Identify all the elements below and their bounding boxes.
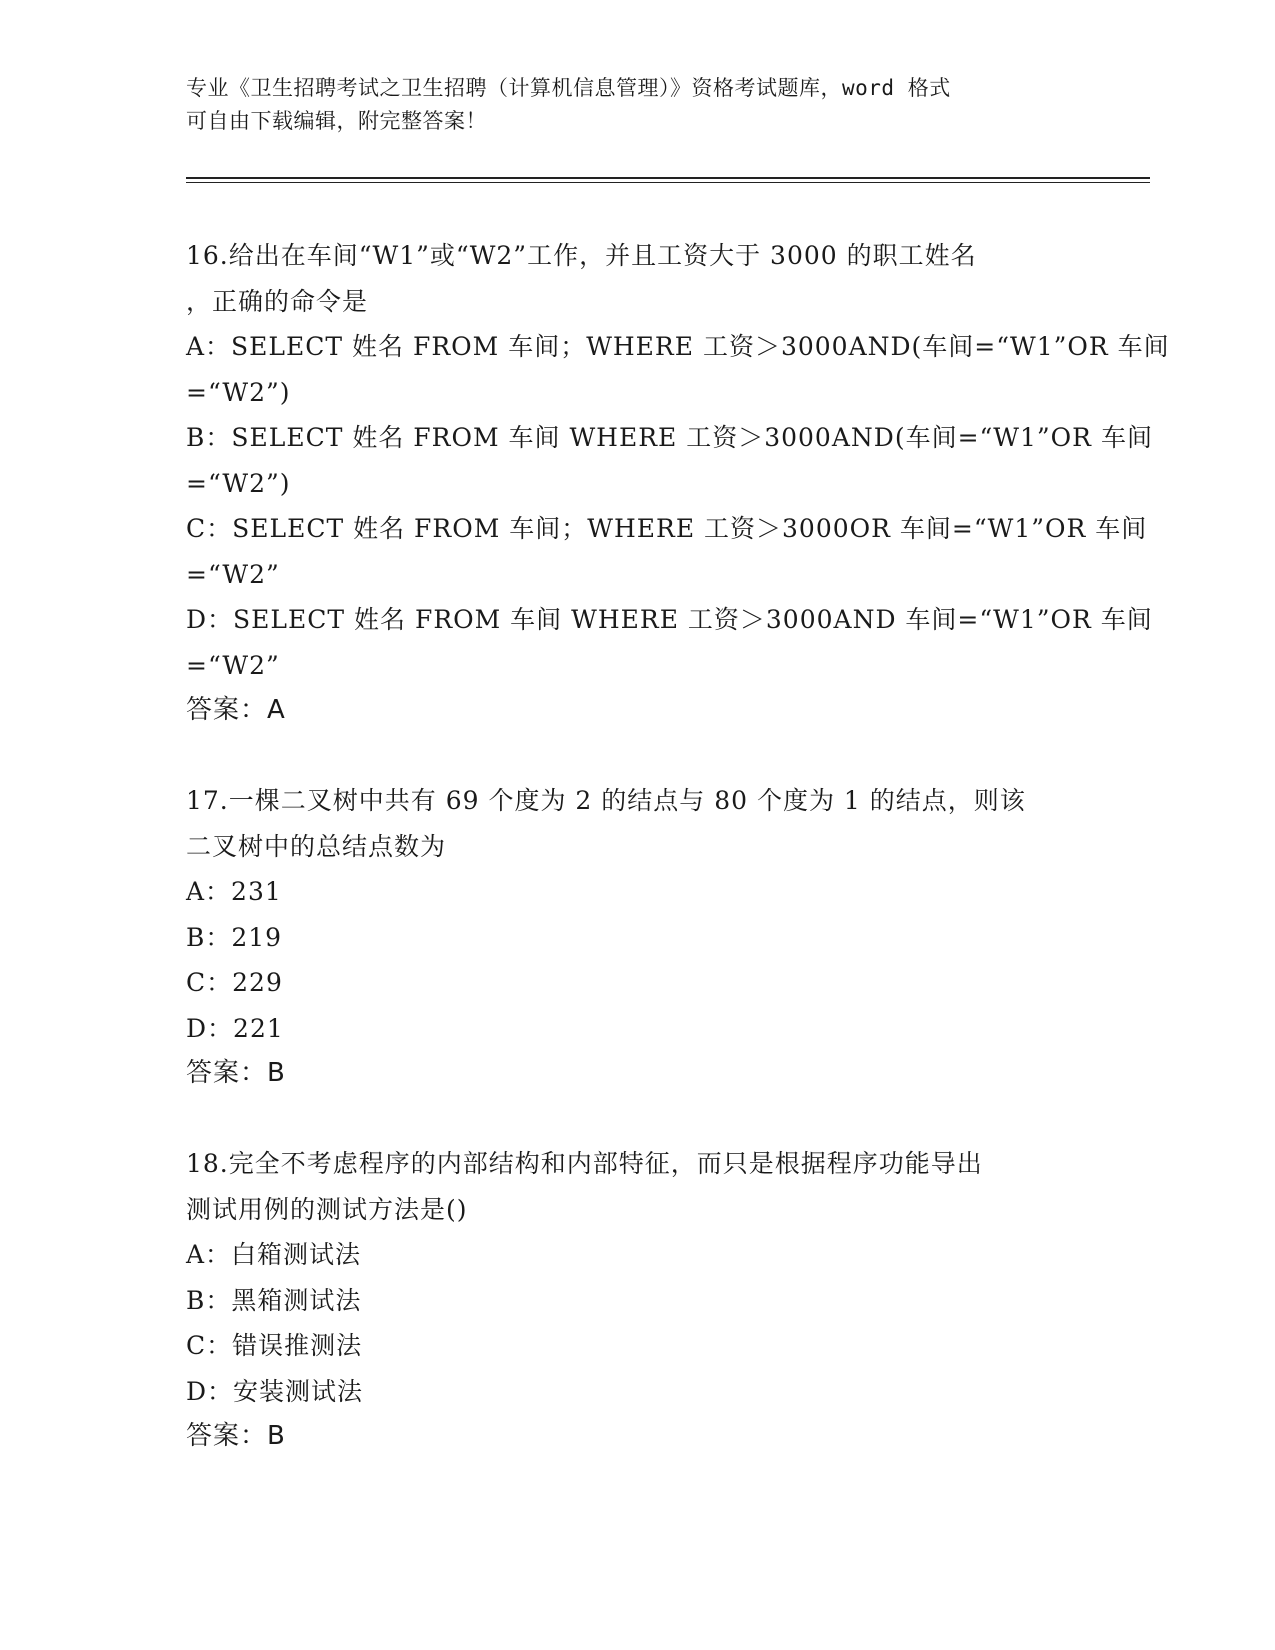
question-stem-line: 测试用例的测试方法是() bbox=[186, 1194, 468, 1224]
header-line: 可自由下载编辑，附完整答案！ bbox=[186, 109, 487, 133]
answer-label: 答案：B bbox=[186, 1421, 286, 1451]
option-d: D：SELECT 姓名 FROM 车间 WHERE 工资＞3000AND 车间=“W1”OR 车间 bbox=[186, 605, 1153, 634]
option-b: B：SELECT 姓名 FROM 车间 WHERE 工资＞3000AND(车间=“W1”OR 车间 bbox=[186, 423, 1153, 452]
header-divider-thin bbox=[186, 182, 1150, 183]
answer-label: 答案：A bbox=[186, 695, 286, 725]
option-b: B：黑箱测试法 bbox=[186, 1285, 362, 1315]
option-a: A：231 bbox=[186, 877, 282, 906]
question-stem-line: ，正确的命令是 bbox=[186, 286, 369, 316]
header-line: 专业《卫生招聘考试之卫生招聘（计算机信息管理）》资格考试题库，word 格式 bbox=[186, 76, 951, 100]
question-stem-line: 二叉树中的总结点数为 bbox=[186, 831, 447, 861]
answer-label: 答案：B bbox=[186, 1058, 286, 1088]
option-b-continued: =“W2”) bbox=[186, 468, 291, 498]
option-a: A：SELECT 姓名 FROM 车间；WHERE 工资＞3000AND(车间=“W1”OR 车间 bbox=[186, 332, 1170, 361]
question-18 bbox=[186, 1141, 1086, 1460]
question-17 bbox=[186, 778, 1086, 1097]
document-header bbox=[186, 72, 1066, 138]
option-c: C：229 bbox=[186, 968, 283, 997]
option-c: C：SELECT 姓名 FROM 车间；WHERE 工资＞3000OR 车间=“W1”OR 车间 bbox=[186, 514, 1148, 543]
option-a-continued: =“W2”) bbox=[186, 377, 291, 407]
option-d-continued: =“W2” bbox=[186, 650, 280, 680]
question-stem-line: 16.给出在车间“W1”或“W2”工作，并且工资大于 3000 的职工姓名 bbox=[186, 241, 977, 270]
option-b: B：219 bbox=[186, 922, 283, 952]
option-a: A：白箱测试法 bbox=[186, 1240, 362, 1269]
question-16 bbox=[186, 233, 1170, 734]
option-c-continued: =“W2” bbox=[186, 559, 280, 589]
option-d: D：安装测试法 bbox=[186, 1376, 364, 1406]
question-stem-line: 17.一棵二叉树中共有 69 个度为 2 的结点与 80 个度为 1 的结点，则该 bbox=[186, 786, 1026, 815]
option-c: C：错误推测法 bbox=[186, 1331, 363, 1360]
question-stem-line: 18.完全不考虑程序的内部结构和内部特征，而只是根据程序功能导出 bbox=[186, 1149, 983, 1178]
option-d: D：221 bbox=[186, 1013, 284, 1043]
header-divider-thick bbox=[186, 177, 1150, 179]
